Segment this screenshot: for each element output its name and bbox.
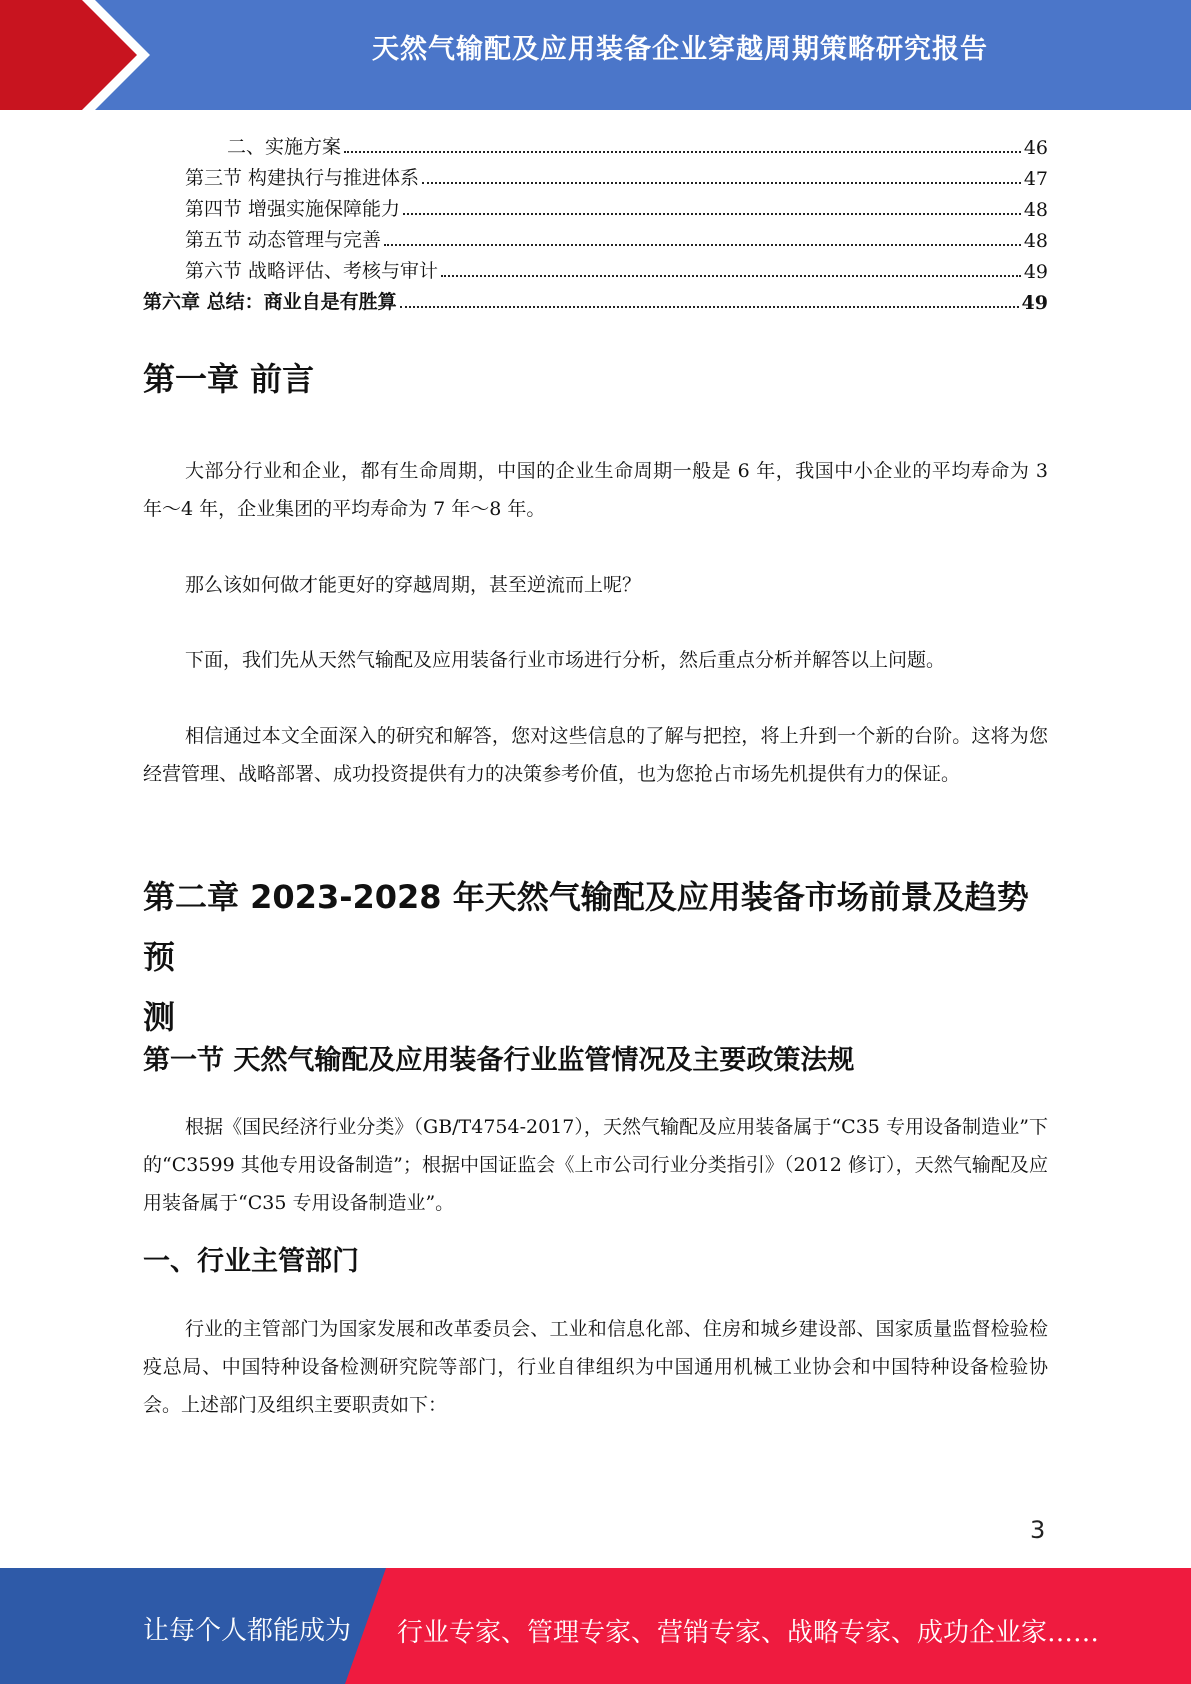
paragraph: 根据《国民经济行业分类》（GB/T4754-2017），天然气输配及应用装备属于“C35 专用设备制造业”下的“C3599 其他专用设备制造”；根据中国证监会《上市公司行业分类指引》（2012 修订），天然气输配及应用装备属于“C35 专用设备制造业”。 <box>143 1116 1048 1214</box>
toc-entry-label: 二、实施方案 <box>227 136 342 158</box>
toc-leader <box>441 275 1021 277</box>
chapter-1-body-4 <box>143 717 1048 793</box>
paragraph: 那么该如何做才能更好的穿越周期，甚至逆流而上呢？ <box>185 574 642 596</box>
toc-leader <box>400 306 1019 308</box>
section-1-body <box>143 1108 1048 1222</box>
section-1 <box>143 1041 1048 1081</box>
paragraph: 行业的主管部门为国家发展和改革委员会、工业和信息化部、住房和城乡建设部、国家质量监督检验检疫总局、中国特种设备检测研究院等部门，行业自律组织为中国通用机械工业协会和中国特种设备检验协会。上述部门及组织主要职责如下： <box>143 1318 1048 1416</box>
toc-entry-label: 第六节 战略评估、考核与审计 <box>185 260 439 282</box>
header-arrow-decoration <box>0 0 150 110</box>
chapter-1 <box>143 349 1048 409</box>
toc-entry[interactable] <box>143 252 1048 283</box>
chapter-2-title-line-1: 第二章 2023-2028 年天然气输配及应用装备市场前景及趋势预 <box>143 878 1029 976</box>
header-title: 天然气输配及应用装备企业穿越周期策略研究报告 <box>372 34 988 65</box>
toc-entry-page: 48 <box>1023 230 1048 252</box>
footer-slogan-left: 让每个人都能成为 <box>143 1616 352 1646</box>
chapter-2 <box>143 867 1048 1047</box>
table-of-contents <box>143 128 1048 314</box>
subsection-1 <box>143 1242 1048 1282</box>
toc-leader <box>384 244 1021 246</box>
toc-entry-page: 47 <box>1023 168 1048 190</box>
toc-entry-label: 第六章 总结：商业自是有胜算 <box>143 291 397 313</box>
paragraph: 下面，我们先从天然气输配及应用装备行业市场进行分析，然后重点分析并解答以上问题。 <box>185 649 946 671</box>
toc-entry[interactable] <box>143 159 1048 190</box>
toc-entry-label: 第三节 构建执行与推进体系 <box>185 167 420 189</box>
page-header <box>0 0 1191 110</box>
chapter-1-body <box>143 452 1048 528</box>
page-footer <box>0 1568 1191 1684</box>
chapter-1-body-3 <box>143 641 1048 679</box>
toc-entry[interactable] <box>143 190 1048 221</box>
chapter-1-title: 第一章 前言 <box>143 360 315 398</box>
subsection-1-body <box>143 1310 1048 1424</box>
paragraph: 相信通过本文全面深入的研究和解答，您对这些信息的了解与把控，将上升到一个新的台阶。这将为您经营管理、战略部署、成功投资提供有力的决策参考价值，也为您抢占市场先机提供有力的保证。 <box>143 725 1048 785</box>
toc-entry-page: 49 <box>1023 261 1048 283</box>
toc-entry-page: 46 <box>1023 137 1048 159</box>
footer-slogan-right: 行业专家、管理专家、营销专家、战略专家、成功企业家…… <box>397 1618 1100 1648</box>
toc-entry[interactable] <box>143 283 1048 314</box>
toc-entry-page: 48 <box>1023 199 1048 221</box>
toc-leader <box>344 151 1021 153</box>
toc-leader <box>403 213 1021 215</box>
paragraph: 大部分行业和企业，都有生命周期，中国的企业生命周期一般是 6 年，我国中小企业的平均寿命为 3 年～4 年，企业集团的平均寿命为 7 年～8 年。 <box>143 460 1048 520</box>
toc-entry[interactable] <box>143 128 1048 159</box>
chapter-1-body-2 <box>143 566 1048 604</box>
toc-entry-page: 49 <box>1021 292 1048 314</box>
toc-leader <box>422 182 1021 184</box>
subsection-1-title: 一、行业主管部门 <box>143 1246 359 1277</box>
toc-entry-label: 第四节 增强实施保障能力 <box>185 198 401 220</box>
toc-entry[interactable] <box>143 221 1048 252</box>
page-number: 3 <box>1030 1516 1046 1544</box>
section-1-title: 第一节 天然气输配及应用装备行业监管情况及主要政策法规 <box>143 1045 855 1076</box>
toc-entry-label: 第五节 动态管理与完善 <box>185 229 382 251</box>
chapter-2-title-line-2: 测 <box>143 998 176 1036</box>
